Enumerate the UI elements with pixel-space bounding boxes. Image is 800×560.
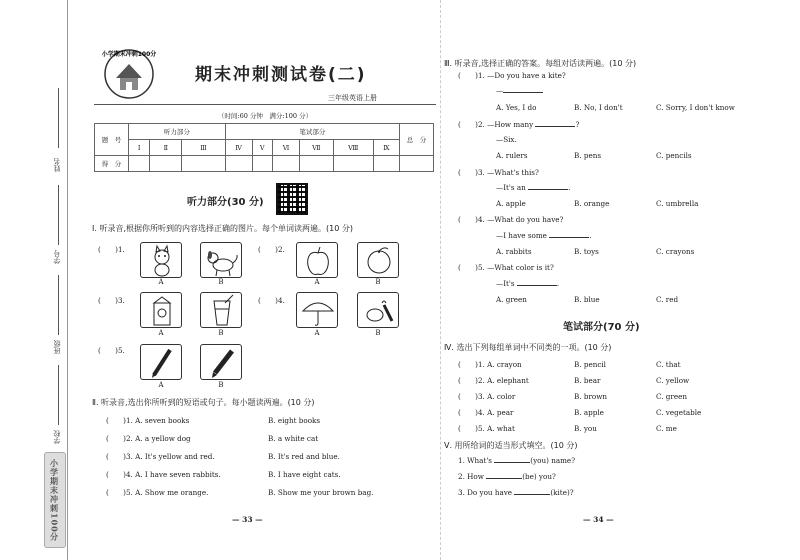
listening-heading: 听力部分(30 分) xyxy=(187,197,264,208)
qr-code[interactable] xyxy=(276,183,308,215)
name-line xyxy=(58,88,59,148)
juice-glass-picture[interactable] xyxy=(200,292,242,328)
page-number-right: — 34 — xyxy=(583,515,614,524)
score-cell[interactable] xyxy=(373,156,399,172)
page-title: 期末冲刺测试卷(二) xyxy=(195,65,367,85)
part3-q5[interactable]: ( )5. —What color is it? xyxy=(458,263,554,272)
score-cell[interactable] xyxy=(400,156,434,172)
part3-q1-line2[interactable]: — xyxy=(496,86,543,95)
option-a-label: A xyxy=(158,278,164,286)
vegetables-picture[interactable] xyxy=(357,292,399,328)
part3-q3-a[interactable]: A. apple xyxy=(496,199,526,208)
part3-q5-c[interactable]: C. red xyxy=(656,295,679,304)
series-badge: 小学期末冲刺100分 xyxy=(44,452,66,548)
school-label: 学校 xyxy=(53,430,61,444)
part5-item-3[interactable]: 3. Do you have (kite)? xyxy=(458,488,574,497)
option-b-label: B xyxy=(218,329,224,337)
part5-instruction: Ⅴ. 用所给词的适当形式填空。(10 分) xyxy=(444,441,578,450)
grade-label: 三年级英语上册 xyxy=(328,94,377,102)
q5-paren[interactable]: ( )5. xyxy=(98,346,125,355)
part3-q5-line2[interactable]: —It's . xyxy=(496,279,560,288)
numeral-cell: Ⅴ xyxy=(252,140,272,156)
part4-item-4-a[interactable]: ( )4. A. pear xyxy=(458,408,514,417)
option-b-label: B xyxy=(218,278,224,286)
row-label-number: 题 号 xyxy=(95,124,129,156)
score-cell[interactable] xyxy=(129,156,150,172)
part3-instruction: Ⅲ. 听录音,选择正确的答案。每组对话读两遍。(10 分) xyxy=(444,59,637,68)
id-line xyxy=(58,185,59,245)
part4-item-1-a[interactable]: ( )1. A. crayon xyxy=(458,360,522,369)
part2-item-2-b[interactable]: B. a white cat xyxy=(268,434,319,443)
part3-q1[interactable]: ( )1. —Do you have a kite? xyxy=(458,71,566,80)
part3-q3-line2[interactable]: —It's an . xyxy=(496,183,571,192)
total-header: 总 分 xyxy=(400,124,434,156)
part3-q4-b[interactable]: B. toys xyxy=(574,247,599,256)
part2-item-4-b[interactable]: B. I have eight cats. xyxy=(268,470,341,479)
logo-text: 小学期末冲刺100分 xyxy=(101,51,157,58)
part3-q4[interactable]: ( )4. —What do you have? xyxy=(458,215,564,224)
q3-paren[interactable]: ( )3. xyxy=(98,296,125,305)
part4-item-1-c[interactable]: C. that xyxy=(656,360,681,369)
pen-picture[interactable] xyxy=(200,344,242,380)
id-label: 学号 xyxy=(53,250,61,264)
part2-item-5-a[interactable]: ( )5. A. Show me orange. xyxy=(106,488,209,497)
part3-q1-a[interactable]: A. Yes, I do xyxy=(496,103,537,112)
pencil-picture[interactable] xyxy=(140,344,182,380)
part3-q2-a[interactable]: A. rulers xyxy=(496,151,528,160)
class-label: 班级 xyxy=(53,340,61,354)
school-line xyxy=(58,365,59,425)
part1-instruction: Ⅰ. 听录音,根据你所听到的内容选择正确的图片。每个单词读两遍。(10 分) xyxy=(92,224,353,233)
apple-picture[interactable] xyxy=(296,242,338,278)
page-fold xyxy=(440,0,441,560)
part2-item-1-b[interactable]: B. eight books xyxy=(268,416,321,425)
series-logo xyxy=(98,44,160,100)
numeral-cell: Ⅷ xyxy=(333,140,373,156)
listening-header: 听力部分 xyxy=(129,124,226,140)
q2-paren[interactable]: ( )2. xyxy=(258,245,285,254)
numeral-cell: Ⅸ xyxy=(373,140,399,156)
part4-item-5-b[interactable]: B. you xyxy=(574,424,597,433)
part3-q5-a[interactable]: A. green xyxy=(496,295,527,304)
part2-instruction: Ⅱ. 听录音,选出你所听到的短语或句子。每小题读两遍。(10 分) xyxy=(92,398,315,407)
option-a-label: A xyxy=(314,329,320,337)
page-number-left: — 33 — xyxy=(232,515,263,524)
part2-item-3-b[interactable]: B. It's red and blue. xyxy=(268,452,340,461)
writing-heading: 笔试部分(70 分) xyxy=(563,322,640,333)
part3-q5-b[interactable]: B. blue xyxy=(574,295,600,304)
option-a-label: A xyxy=(158,329,164,337)
part3-q4-line2[interactable]: —I have some . xyxy=(496,231,592,240)
umbrella-picture[interactable] xyxy=(296,292,338,328)
part3-q2-c[interactable]: C. pencils xyxy=(656,151,692,160)
part4-item-2-c[interactable]: C. yellow xyxy=(656,376,690,385)
exam-meta: （时间:60 分钟 满分:100 分） xyxy=(217,112,313,120)
numeral-cell: Ⅵ xyxy=(272,140,299,156)
part2-item-2-a[interactable]: ( )2. A. a yellow dog xyxy=(106,434,191,443)
orange-picture[interactable] xyxy=(357,242,399,278)
part4-item-2-b[interactable]: B. bear xyxy=(574,376,601,385)
name-label: 姓名 xyxy=(53,158,61,172)
option-a-label: A xyxy=(158,381,164,389)
part2-item-4-a[interactable]: ( )4. A. I have seven rabbits. xyxy=(106,470,221,479)
q1-paren[interactable]: ( )1. xyxy=(98,245,125,254)
part3-q3[interactable]: ( )3. —What's this? xyxy=(458,168,539,177)
part3-q4-c[interactable]: C. crayons xyxy=(656,247,695,256)
part4-item-4-b[interactable]: B. apple xyxy=(574,408,604,417)
part5-item-1[interactable]: 1. What's (you) name? xyxy=(458,456,576,465)
part4-item-4-c[interactable]: C. vegetable xyxy=(656,408,702,417)
part4-item-5-c[interactable]: C. me xyxy=(656,424,677,433)
part3-q3-b[interactable]: B. orange xyxy=(574,199,610,208)
part2-item-1-a[interactable]: ( )1. A. seven books xyxy=(106,416,190,425)
option-a-label: A xyxy=(314,278,320,286)
score-cell[interactable] xyxy=(225,156,252,172)
part3-q1-c[interactable]: C. Sorry, I don't know xyxy=(656,103,735,112)
part3-q2-b[interactable]: B. pens xyxy=(574,151,602,160)
part4-item-5-a[interactable]: ( )5. A. what xyxy=(458,424,515,433)
header-divider xyxy=(94,104,436,105)
score-cell[interactable] xyxy=(150,156,182,172)
option-b-label: B xyxy=(218,381,224,389)
score-cell[interactable] xyxy=(272,156,299,172)
part3-q1-b[interactable]: B. No, I don't xyxy=(574,103,623,112)
part3-q2[interactable]: ( )2. —How many ? xyxy=(458,120,580,129)
score-cell[interactable] xyxy=(182,156,225,172)
part4-item-3-c[interactable]: C. green xyxy=(656,392,687,401)
writing-header: 笔试部分 xyxy=(225,124,399,140)
numeral-cell: Ⅳ xyxy=(225,140,252,156)
part4-item-3-b[interactable]: B. brown xyxy=(574,392,607,401)
part4-instruction: Ⅳ. 选出下列每组单词中不同类的一项。(10 分) xyxy=(444,343,612,352)
numeral-cell: Ⅰ xyxy=(129,140,150,156)
part3-q2-line2: —Six. xyxy=(496,135,517,144)
score-cell[interactable] xyxy=(252,156,272,172)
part4-item-2-a[interactable]: ( )2. A. elephant xyxy=(458,376,529,385)
dog-picture[interactable] xyxy=(200,242,242,278)
score-table xyxy=(94,123,434,172)
option-b-label: B xyxy=(375,329,381,337)
part4-item-3-a[interactable]: ( )3. A. color xyxy=(458,392,516,401)
score-cell[interactable] xyxy=(333,156,373,172)
score-cell[interactable] xyxy=(299,156,333,172)
numeral-cell: Ⅲ xyxy=(182,140,225,156)
part3-q3-c[interactable]: C. umbrella xyxy=(656,199,699,208)
score-row-label: 得 分 xyxy=(95,156,129,172)
milk-carton-picture[interactable] xyxy=(140,292,182,328)
numeral-cell: Ⅶ xyxy=(299,140,333,156)
part4-item-1-b[interactable]: B. pencil xyxy=(574,360,606,369)
q4-paren[interactable]: ( )4. xyxy=(258,296,285,305)
class-line xyxy=(58,275,59,335)
part2-item-3-a[interactable]: ( )3. A. It's yellow and red. xyxy=(106,452,215,461)
part5-item-2[interactable]: 2. How (be) you? xyxy=(458,472,556,481)
numeral-cell: Ⅱ xyxy=(150,140,182,156)
option-b-label: B xyxy=(375,278,381,286)
cat-picture[interactable] xyxy=(140,242,182,278)
part2-item-5-b[interactable]: B. Show me your brown bag. xyxy=(268,488,374,497)
part3-q4-a[interactable]: A. rabbits xyxy=(496,247,532,256)
